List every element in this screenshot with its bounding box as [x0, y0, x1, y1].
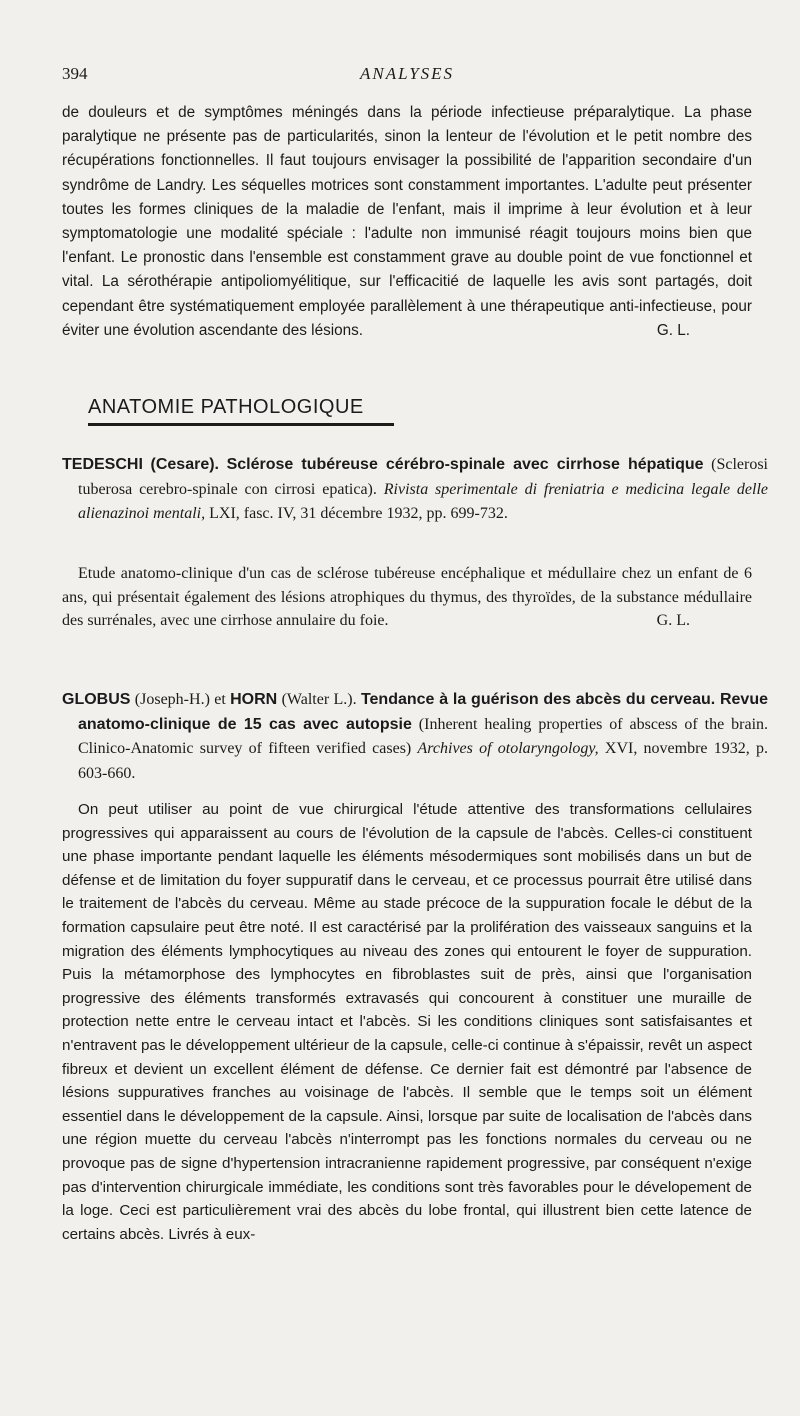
page-number: 394 — [62, 64, 88, 83]
original-title: (Sclerosi tuberosa cerebro-spinale con cirrosi epatica). — [78, 456, 768, 498]
author-name: TEDESCHI — [62, 456, 143, 473]
article-title: Tendance à la guérison des abcès du cerveau. Revue anatomo-clinique de 15 cas avec autopsie — [78, 691, 768, 733]
citation: XVI, novembre 1932, p. 603-660. — [78, 740, 768, 782]
entry-body-text: Etude anatomo-clinique d'un cas de sclérose tubéreuse encéphalique et médullaire chez un enfant de 6 ans, qui présentait également des lésions atrophiques du thymus, des thyroïdes, de la substance médullaire des surrénales, avec une cirrhose annulaire du foie. — [62, 565, 752, 629]
section-heading: ANATOMIE PATHOLOGIQUE — [88, 396, 364, 418]
author-given: (Cesare). — [150, 456, 219, 473]
signature: G. L. — [656, 612, 690, 629]
entry-body-tedeschi — [62, 562, 752, 633]
entry-body-globus-horn: On peut utiliser au point de vue chirurgical l'étude attentive des transformations cellulaires progressives qui apparaissent au cours de l'évolution de la capsule de l'abcès. Celles-ci constituent une phase importante pendant laquelle les éléments mésodermiques sont mobilisés dans un but de défense et de limitation du foyer suppuratif dans le cerveau, et ce processus pourrait être utilisé dans le traitement de l'abcès du cerveau. Même au stade précoce de la suppuration focale le début de la formation capsulaire peut être noté. Il est caractérisé par la prolifération des vaisseaux sanguins et la migration des éléments lymphocytiques au niveau des zones qui entourent le foyer de suppuration. Puis la métamorphose des lymphocytes en fibroblastes suit de près, ainsi que l'organisation progressive des éléments transformés extravasés qui concourent à constituer une muraille de protection nette entre le cerveau intact et l'abcès. Si les conditions cliniques sont satisfaisantes et n'entravent pas le développement ultérieur de la capsule, celle-ci continue à s'épaissir, revêt un aspect fibreux et devient un excellent élément de défense. Ce dernier fait est démontré par l'absence de lésions suppuratives franches au voisinage de l'abcès. Il semble que le temps soit un élément essentiel dans le développement de la capsule. Ainsi, lorsque par suite de localisation de l'abcès dans une région muette du cerveau l'abcès n'interrompt pas les fonctions normales du cerveau ou ne provoque pas de signe d'hypertension intracranienne rapidement progressive, par conséquent n'exige pas d'intervention chirurgicale immédiate, les conditions sont très favorables pour le dévelopement de la loge. Ceci est particulièrement vrai des abcès du lobe frontal, qui illustrent bien cette latence de certains abcès. Livrés à eux- — [62, 801, 752, 1243]
article-title: Sclérose tubéreuse cérébro-spinale avec cirrhose hépatique — [226, 456, 704, 473]
journal-name: Rivista sperimentale di freniatria e medicina legale delle alienazinoi mentali, — [78, 480, 769, 522]
heading-rule — [88, 423, 394, 426]
author-given: (Joseph-H.) et — [134, 691, 226, 708]
entry-header-globus-horn — [62, 688, 768, 786]
original-title: (Inherent healing properties of abscess of the brain. Clinico-Anatomic survey of fifteen verified cases) — [78, 715, 769, 757]
running-head — [62, 64, 752, 88]
coauthor-given: (Walter L.). — [281, 691, 357, 708]
signature: G. L. — [656, 321, 690, 339]
running-title: ANALYSES — [359, 64, 455, 83]
journal-name: Archives of otolaryngology, — [417, 740, 599, 757]
continued-paragraph-text: de douleurs et de symptômes méningés dans la période infectieuse préparalytique. La phase paralytique ne présente pas de particularités, sinon la lenteur de l'évolution et le petit nombre des récupérations fonctionnelles. Il faut toujours envisager la possibilité de l'apparition secondaire d'un syndrôme de Landry. Les séquelles motrices sont constamment importantes. L'adulte peut présenter toutes les formes cliniques de la maladie de l'enfant, mais il imprime à leur évolution et à leur symptomatologie une modalité spéciale : l'adulte non immunisé réagit toujours moins bien que l'enfant. Le pronostic dans l'ensemble est constamment grave au double point de vue fonctionnel et vital. La sérothérapie antipoliomyélitique, sur l'efficacitié de laquelle les avis sont partagés, doit cependant être systématiquement employée parallèlement à une thérapeutique anti-infectieuse, pour éviter une évolution ascendante des lésions. — [62, 104, 752, 339]
continued-paragraph — [62, 101, 752, 343]
author-name: GLOBUS — [62, 691, 131, 708]
coauthor-name: HORN — [230, 691, 278, 708]
entry-header-tedeschi — [62, 453, 768, 527]
citation: LXI, fasc. IV, 31 décembre 1932, pp. 699-732. — [209, 505, 508, 522]
